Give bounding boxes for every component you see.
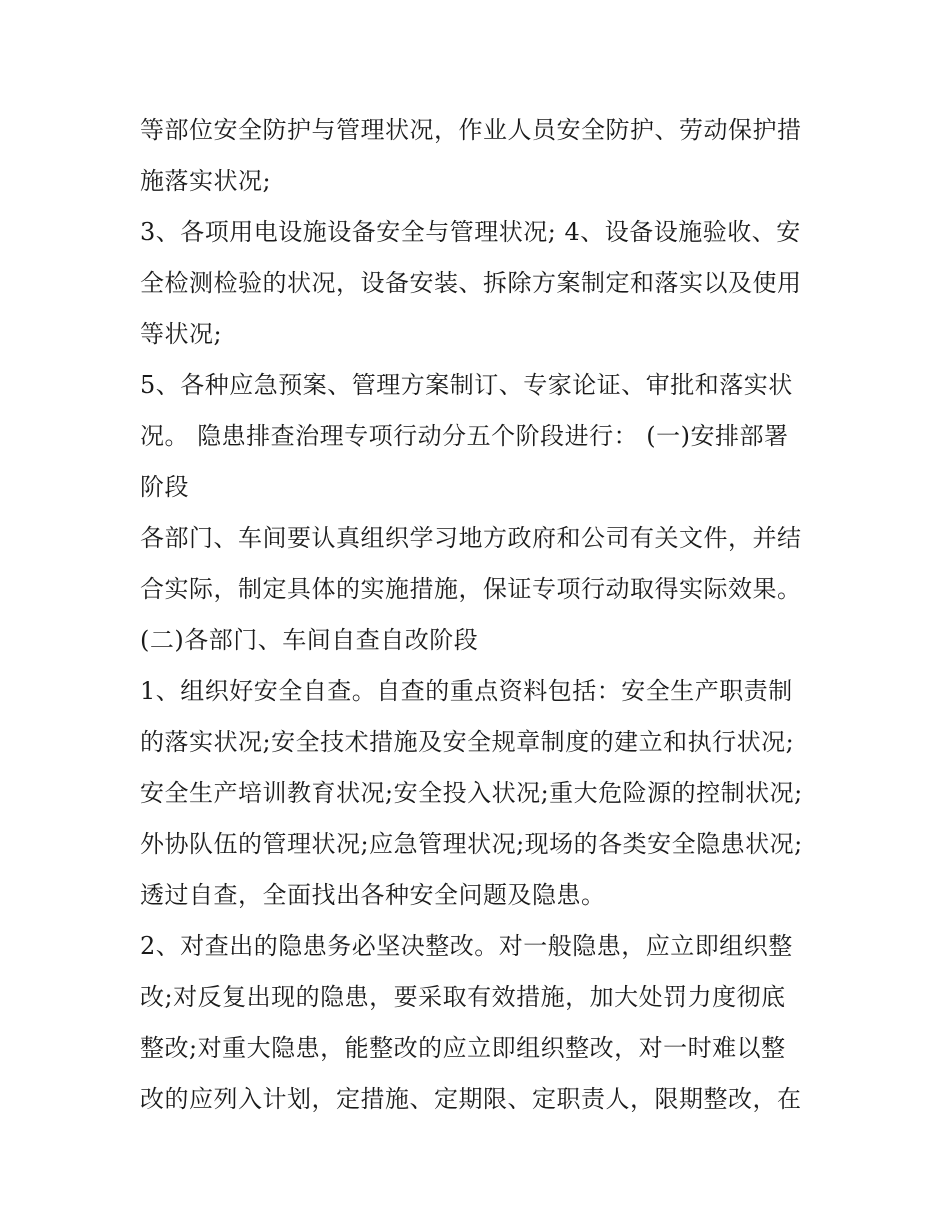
- section-heading: (二)各部门、车间自查自改阶段: [140, 626, 479, 654]
- text-line: 整改;对重大隐患，能整改的应立即组织整改，对一时难以整: [140, 1034, 786, 1062]
- text-line: 改;对反复出现的隐患，要采取有效措施，加大处罚力度彻底: [140, 983, 786, 1011]
- document-body: [140, 105, 820, 1125]
- text-line: 外协队伍的管理状况;应急管理状况;现场的各类安全隐患状况;: [140, 830, 803, 858]
- text-line: 3、各项用电设施设备安全与管理状况; 4、设备设施验收、安: [140, 218, 801, 246]
- text-line: 改的应列入计划，定措施、定期限、定职责人，限期整改，在: [140, 1085, 802, 1113]
- text-line: 阶段: [140, 473, 189, 501]
- text-line: 全检测检验的状况，设备安装、拆除方案制定和落实以及使用: [140, 269, 802, 297]
- text-line: 合实际，制定具体的实施措施，保证专项行动取得实际效果。: [140, 575, 802, 603]
- text-line: 透过自查，全面找出各种安全问题及隐患。: [140, 881, 606, 909]
- text-line: 安全生产培训教育状况;安全投入状况;重大危险源的控制状况;: [140, 779, 803, 807]
- text-line: 5、各种应急预案、管理方案制订、专家论证、审批和落实状: [140, 371, 793, 399]
- text-line: 2、对查出的隐患务必坚决整改。对一般隐患，应立即组织整: [140, 932, 793, 960]
- text-line: 的落实状况;安全技术措施及安全规章制度的建立和执行状况;: [140, 728, 795, 756]
- text-line: 各部门、车间要认真组织学习地方政府和公司有关文件，并结: [140, 524, 802, 552]
- text-line: 况。 隐患排查治理专项行动分五个阶段进行： (一)安排部署: [140, 422, 789, 450]
- text-line: 等状况;: [140, 320, 223, 348]
- text-line: 1、组织好安全自查。自查的重点资料包括：安全生产职责制: [140, 677, 793, 705]
- text-line: 等部位安全防护与管理状况，作业人员安全防护、劳动保护措: [140, 116, 802, 144]
- text-line: 施落实状况;: [140, 167, 272, 195]
